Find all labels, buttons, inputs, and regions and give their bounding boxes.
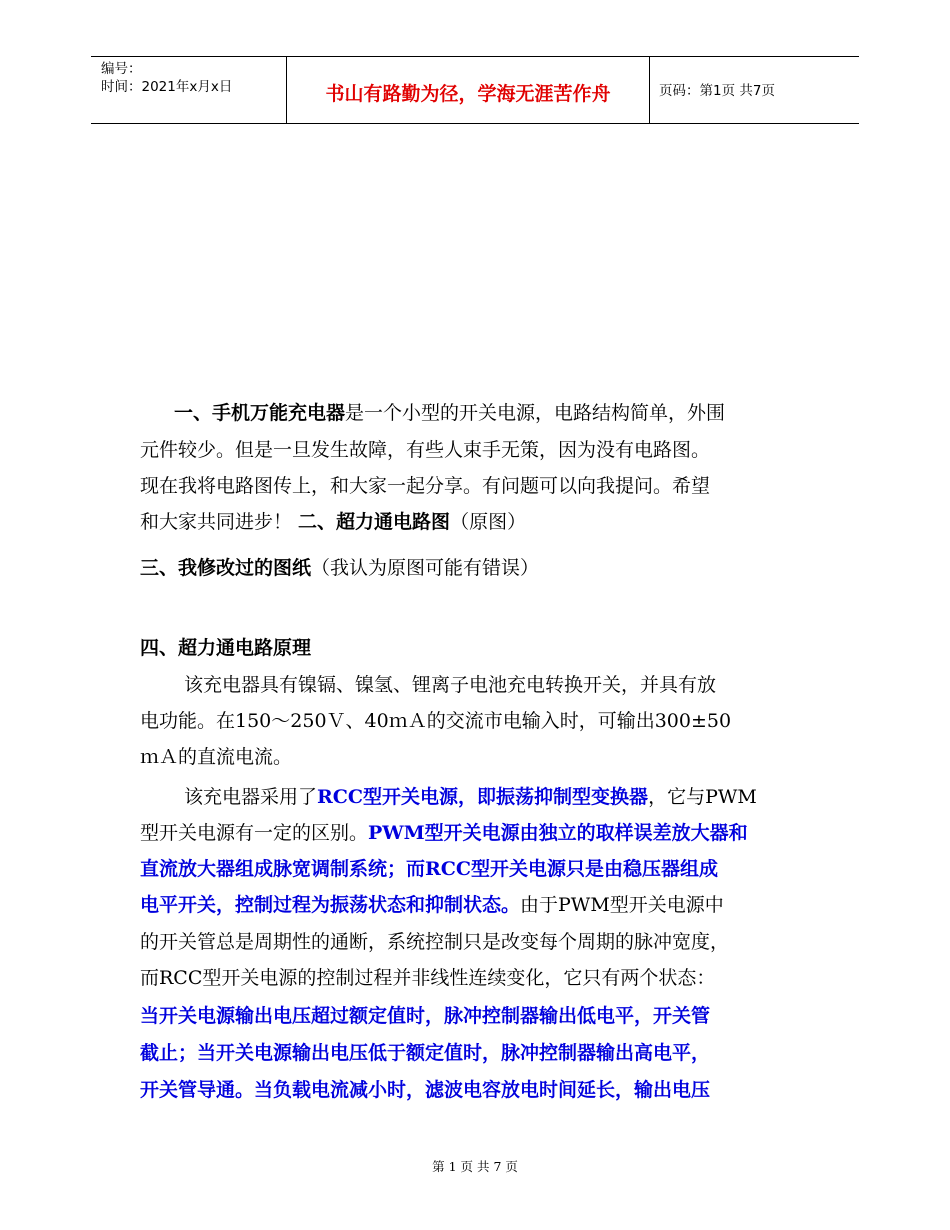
p4-line-4-emphasis: 电平开关，控制过程为振荡状态和抑制状态。: [140, 894, 521, 916]
p4-line-9: 开关管导通。当负载电流减小时，滤波电容放电时间延长，输出电压: [140, 1079, 711, 1101]
p1-heading: 一、手机万能充电器: [174, 402, 346, 424]
p4-line-4: [140, 892, 724, 918]
section-3-heading: 三、我修改过的图纸: [140, 557, 312, 579]
p1-line-4: [140, 509, 526, 535]
p1-text: 是一个小型的开关电源，电路结构简单，外围: [345, 402, 726, 424]
p4-line-3: 直流放大器组成脉宽调制系统；而RCC型开关电源只是由稳压器组成: [140, 858, 719, 880]
header-motto-cell: [286, 57, 650, 123]
p1-line-1: [174, 400, 725, 426]
p4-line-1-a: 该充电器采用了: [184, 786, 318, 808]
section-3-line: [140, 555, 539, 581]
p3-line-2: 电功能。在150～250Ｖ、40ｍＡ的交流市电输入时，可输出300±50: [140, 710, 732, 732]
time-label: 时间：2021年x月x日: [101, 79, 233, 95]
p3-line-1: 该充电器具有镍镉、镍氢、锂离子电池充电转换开关，并具有放: [184, 674, 717, 696]
page-footer: 第 1 页 共 7 页: [432, 1159, 518, 1174]
section-4-heading: 四、超力通电路原理: [140, 637, 312, 659]
p1-line-3: 现在我将电路图传上，和大家一起分享。有问题可以向我提问。希望: [140, 475, 711, 497]
p4-line-1-emphasis: RCC型开关电源，即振荡抑制型变换器: [317, 786, 649, 808]
page-info: 页码：第1页 共7页: [659, 83, 775, 99]
motto: 书山有路勤为径，学海无涯苦作舟: [325, 83, 611, 105]
p4-line-2: [140, 820, 748, 846]
p4-line-4-b: 由于PWM型开关电源中: [520, 894, 724, 916]
p1-line-2: 元件较少。但是一旦发生故障，有些人束手无策，因为没有电路图。: [140, 439, 711, 461]
p4-line-6: 而RCC型开关电源的控制过程并非线性连续变化，它只有两个状态：: [140, 967, 716, 989]
p4-line-1: [184, 784, 757, 810]
p4-line-2-emphasis: PWM型开关电源由独立的取样误差放大器和: [368, 822, 748, 844]
p4-line-1-b: ，它与PWM: [648, 786, 757, 808]
number-label: 编号：: [101, 61, 142, 77]
p4-line-7: 当开关电源输出电压超过额定值时，脉冲控制器输出低电平，开关管: [140, 1005, 711, 1027]
p4-line-2-a: 型开关电源有一定的区别。: [140, 822, 369, 844]
header-meta-cell: [91, 57, 286, 123]
p4-line-5: 的开关管总是周期性的通断，系统控制只是改变每个周期的脉冲宽度，: [140, 931, 730, 953]
document-header: [91, 56, 859, 124]
header-page-cell: [649, 57, 859, 123]
p4-line-8: 截止；当开关电源输出电压低于额定值时，脉冲控制器输出高电平，: [140, 1042, 711, 1064]
p1-line-4-text: 和大家共同进步！: [140, 511, 299, 533]
section-3-note: （我认为原图可能有错误）: [311, 557, 540, 579]
section-2-heading: 二、超力通电路图: [298, 511, 451, 533]
section-2-note: （原图）: [450, 511, 527, 533]
p3-line-3: ｍＡ的直流电流。: [140, 746, 293, 768]
